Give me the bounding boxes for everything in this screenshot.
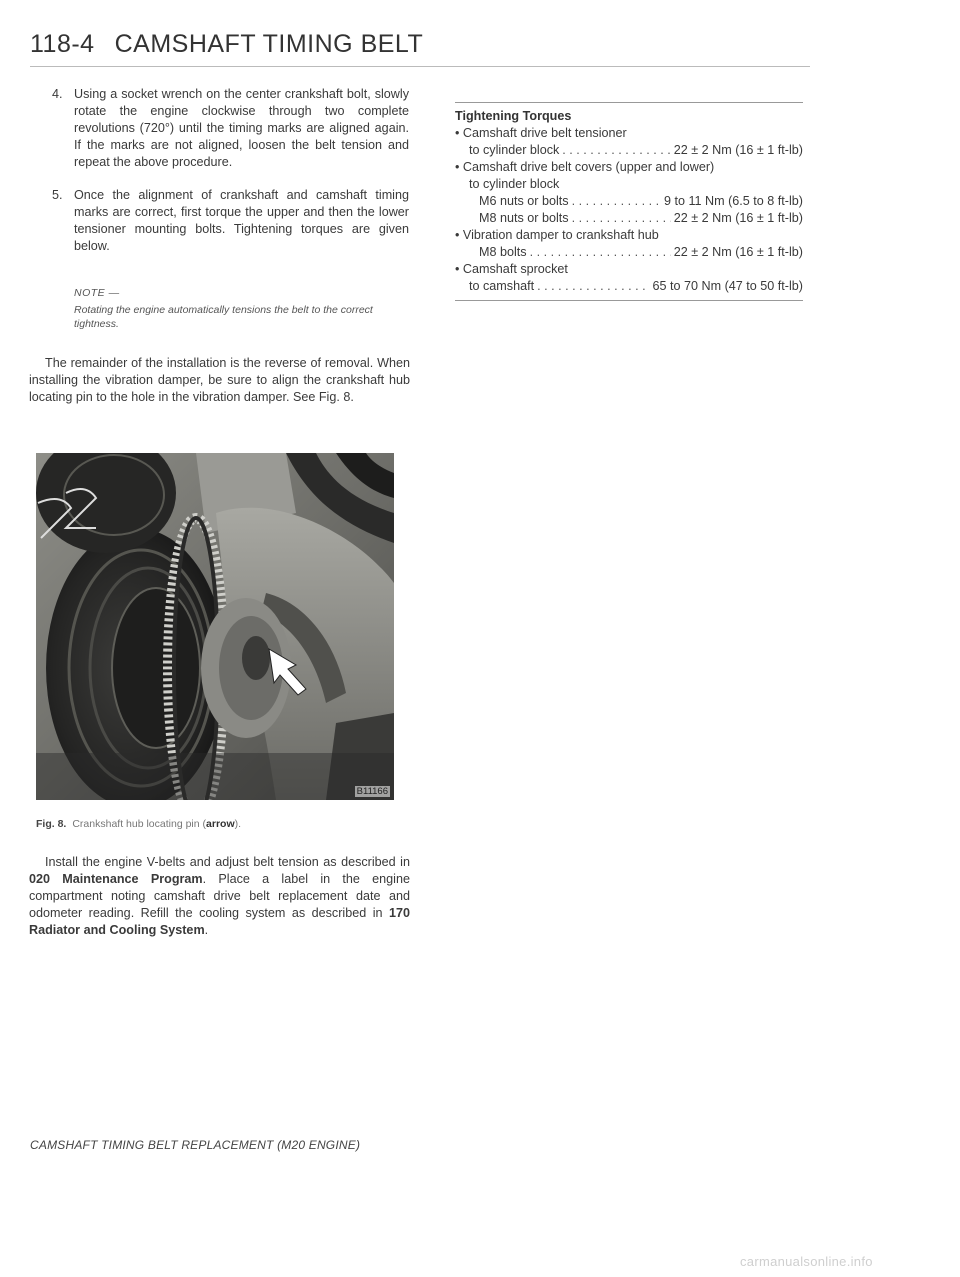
- torque-row: [455, 193, 803, 210]
- step-4: [29, 86, 409, 176]
- header-rule: [30, 66, 810, 67]
- step-text: Using a socket wrench on the center crankshaft bolt, slowly rotate the engine clockwise through two complete revolutions (720°) until the timing marks are aligned again. If the marks are not aligned, loosen the belt tension and repeat the above procedure.: [74, 87, 409, 169]
- torques-title: Tightening Torques: [455, 109, 572, 123]
- page-header: [30, 30, 423, 59]
- note-block: [74, 286, 374, 331]
- torque-item: • Vibration damper to crankshaft hub: [455, 227, 803, 244]
- torque-value: 22 ± 2 Nm (16 ± 1 ft-lb): [673, 211, 803, 225]
- torque-row: [455, 142, 803, 159]
- paragraph-text: .: [204, 923, 209, 937]
- caption-end: ).: [234, 818, 242, 830]
- step-number: 4.: [52, 87, 63, 101]
- paragraph-text: The remainder of the installation is the reverse of removal. When installing the vibration damper, be sure to align the crankshaft hub locating pin to the hole in the vibration damper. See Fig. 8.: [29, 356, 410, 404]
- crankshaft-hub-photo: [36, 453, 394, 800]
- tightening-torques-box: [455, 102, 803, 301]
- torque-sublabel: to cylinder block: [469, 177, 560, 191]
- torque-label: to camshaft: [469, 279, 535, 293]
- figure-caption: [36, 818, 241, 830]
- torque-value: 65 to 70 Nm (47 to 50 ft-lb): [652, 279, 803, 293]
- step-number: 5.: [52, 188, 63, 202]
- cross-reference: 020 Maintenance Program: [29, 872, 203, 886]
- box-top-rule: [455, 102, 803, 103]
- note-heading: NOTE —: [74, 287, 120, 299]
- note-text: Rotating the engine automatically tensions the belt to the correct tightness.: [74, 304, 373, 330]
- watermark: carmanualsonline.info: [740, 1254, 873, 1269]
- box-bottom-rule: [455, 300, 803, 301]
- torque-label: M8 bolts: [479, 245, 527, 259]
- figure-label: Fig. 8.: [36, 818, 67, 830]
- chapter-title: CAMSHAFT TIMING BELT: [114, 30, 424, 58]
- torque-value: 9 to 11 Nm (6.5 to 8 ft-lb): [663, 194, 803, 208]
- paragraph-installation: [29, 355, 410, 406]
- torque-item: • Camshaft drive belt tensioner: [455, 125, 803, 142]
- paragraph-text: Install the engine V-belts and adjust belt tension as described in: [45, 855, 410, 869]
- caption-bold: arrow: [206, 818, 235, 830]
- step-5: [29, 187, 409, 262]
- torque-row: [455, 278, 803, 295]
- step-text: Once the alignment of crankshaft and camshaft timing marks are correct, first torque the upper and then the lower tensioner mounting bolts. Tightening torques are given below.: [74, 188, 409, 253]
- page-footer: CAMSHAFT TIMING BELT REPLACEMENT (M20 ENGINE): [30, 1138, 361, 1152]
- torque-label: M8 nuts or bolts: [479, 211, 569, 225]
- caption-text: Crankshaft hub locating pin (: [72, 818, 207, 830]
- page-number: 118-4: [30, 30, 95, 58]
- paragraph-vbelts: [29, 854, 410, 939]
- torque-label: to cylinder block: [469, 143, 560, 157]
- torque-row: [455, 210, 803, 227]
- torque-item: • Camshaft drive belt covers (upper and lower): [455, 159, 803, 176]
- cross-reference: 170 Radiator and Cooling System: [29, 906, 410, 937]
- torque-value: 22 ± 2 Nm (16 ± 1 ft-lb): [673, 143, 803, 157]
- figure-id: B11166: [356, 786, 388, 797]
- torque-value: 22 ± 2 Nm (16 ± 1 ft-lb): [673, 245, 803, 259]
- figure-photo: [36, 453, 394, 800]
- torque-row: [455, 244, 803, 261]
- torque-label: M6 nuts or bolts: [479, 194, 569, 208]
- torque-item: • Camshaft sprocket: [455, 261, 803, 278]
- paragraph-text: . Place a label in the engine compartment noting camshaft drive belt replacement date and odometer reading. Refill the cooling system as described in: [29, 872, 410, 920]
